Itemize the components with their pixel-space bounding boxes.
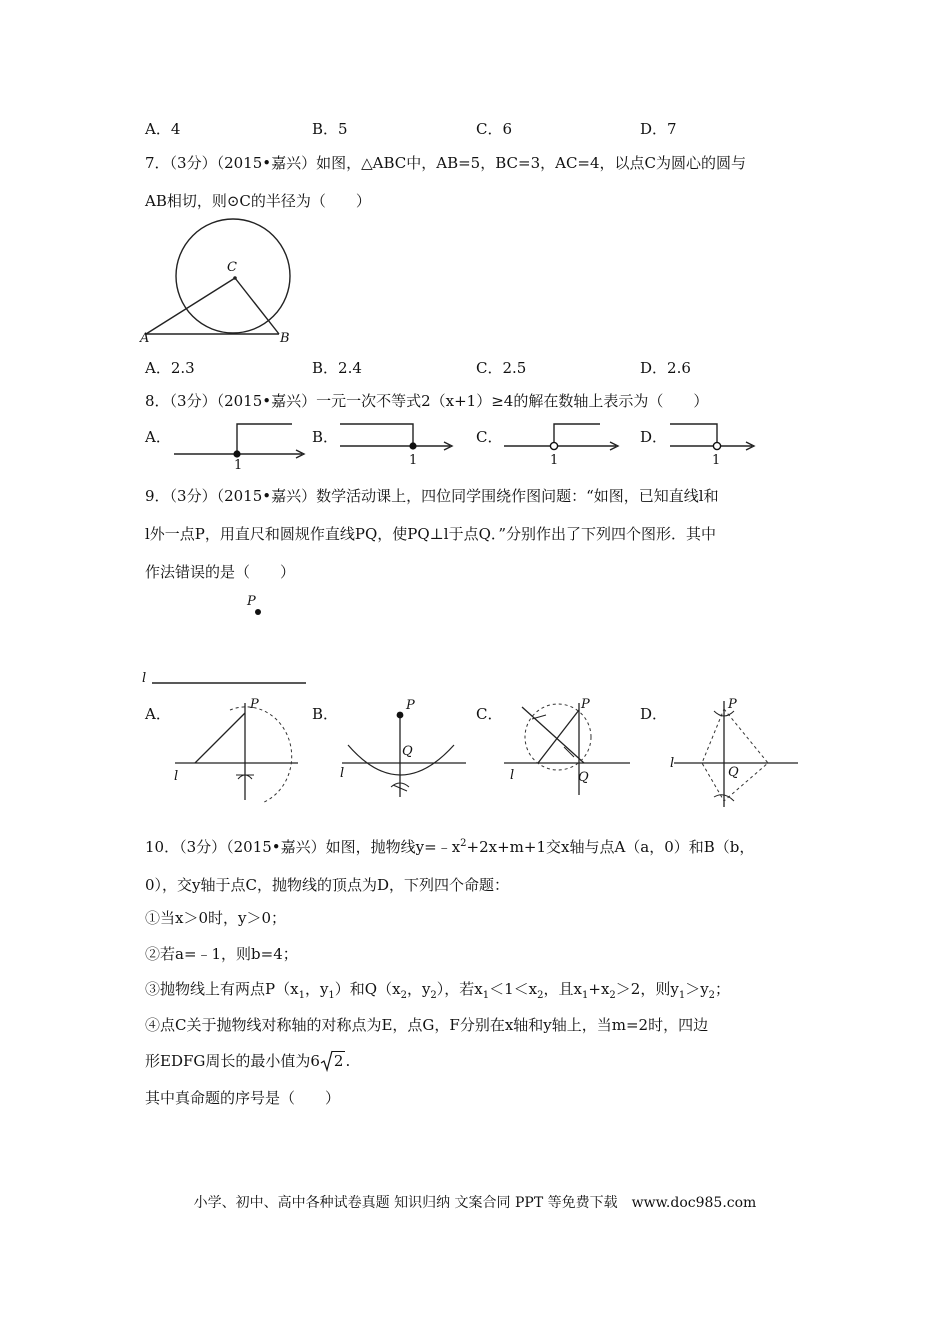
q10-s4-line2-a: 形EDFG周长的最小值为6 bbox=[145, 1052, 320, 1070]
q10-s3-t10: ＞y bbox=[685, 980, 709, 998]
q7-figure bbox=[140, 218, 310, 348]
q10-s3-sub7: 1 bbox=[582, 990, 589, 1001]
q10-s3-sub3: 2 bbox=[400, 990, 407, 1001]
q10-s4-radicand: 2 bbox=[333, 1052, 344, 1070]
q7-label-b: B bbox=[280, 331, 290, 346]
q9-option-d-letter: D． bbox=[640, 705, 668, 723]
q9-b-label-q: Q bbox=[402, 744, 413, 759]
q9-given-label-l: l bbox=[142, 671, 147, 686]
q10-statement-4-line1: ④点C关于抛物线对称轴的对称点为E，点G，F分别在x轴和y轴上，当m=2时，四边 bbox=[145, 1016, 709, 1034]
q9-c-label-p: P bbox=[581, 697, 590, 712]
q8-a-tick-label: 1 bbox=[234, 458, 243, 473]
radical-sign-icon bbox=[320, 1050, 333, 1072]
q7-text-line1: 7．（3分）（2015•嘉兴）如图，△ABC中，AB=5，BC=3，AC=4，以点C为圆心的圆与 bbox=[145, 154, 747, 172]
q8-option-b-letter: B． bbox=[312, 428, 339, 446]
q10-s3-sub2: 1 bbox=[328, 990, 335, 1001]
q9-figure-b bbox=[338, 695, 473, 805]
q8-b-tick-label: 1 bbox=[409, 453, 418, 468]
q10-s3-sub9: 1 bbox=[678, 990, 686, 1001]
q9-d-label-l: l bbox=[670, 756, 675, 771]
q9-d-label-p: P bbox=[728, 697, 737, 712]
q10-s3-t5: ），若x bbox=[436, 980, 483, 998]
q8-option-a-letter: A． bbox=[145, 428, 171, 446]
q10-s3-t3: ）和Q（x bbox=[334, 980, 401, 998]
q10-s3-t7: ，且x bbox=[543, 980, 582, 998]
q10-s3-t2: ，y bbox=[304, 980, 329, 998]
q7-option-d: D．2.6 bbox=[640, 359, 691, 377]
q7-text-line2: AB相切，则⊙C的半径为（ ） bbox=[145, 192, 371, 210]
q7-option-b: B．2.4 bbox=[312, 359, 362, 377]
q9-d-label-q: Q bbox=[728, 765, 739, 780]
q9-text-line2: l外一点P，用直尺和圆规作直线PQ，使PQ⊥l于点Q．”分别作出了下列四个图形．其中 bbox=[145, 525, 717, 543]
q9-option-c-letter: C． bbox=[476, 705, 503, 723]
q10-s3-sub10: 2 bbox=[708, 990, 716, 1001]
q10-s4-radical bbox=[320, 1052, 346, 1070]
q6-option-c: C．6 bbox=[476, 120, 513, 138]
q8-option-c-letter: C． bbox=[476, 428, 503, 446]
q10-statement-2: ②若a=﹣1，则b=4； bbox=[145, 945, 298, 963]
q8-d-tick-label: 1 bbox=[712, 453, 721, 468]
q8-numberline-b bbox=[340, 420, 476, 470]
q9-given-figure bbox=[140, 590, 315, 690]
q7-label-c: C bbox=[227, 260, 237, 275]
q10-s4-line2-b: . bbox=[345, 1052, 351, 1070]
q10-s3-sub8: 2 bbox=[609, 990, 616, 1001]
q9-figure-c bbox=[502, 695, 637, 805]
q10-text-line2: 0），交y轴于点C，抛物线的顶点为D，下列四个命题： bbox=[145, 876, 510, 894]
q10-s3-sub1: 1 bbox=[298, 990, 305, 1001]
q10-s3-t1: ③抛物线上有两点P（x bbox=[145, 980, 299, 998]
q9-a-label-l: l bbox=[174, 769, 179, 784]
q10-s3-sub4: 2 bbox=[430, 990, 437, 1001]
q6-option-a: A．4 bbox=[145, 120, 181, 138]
q9-c-label-q: Q bbox=[578, 770, 589, 785]
q9-figure-a bbox=[170, 695, 305, 805]
page-footer: 小学、初中、高中各种试卷真题 知识归纳 文案合同 PPT 等免费下载 www.doc985.com bbox=[193, 1195, 757, 1211]
q10-s3-t11: ； bbox=[715, 980, 731, 998]
q7-option-c: C．2.5 bbox=[476, 359, 527, 377]
q10-s3-sub6: 2 bbox=[537, 990, 544, 1001]
q7-label-a: A bbox=[140, 331, 150, 346]
q9-a-label-p: P bbox=[250, 697, 259, 712]
q9-given-label-p: P bbox=[247, 594, 256, 609]
q7-option-a: A．2.3 bbox=[145, 359, 195, 377]
q10-line1-part-a: 10．（3分）（2015•嘉兴）如图，抛物线y=﹣x bbox=[145, 838, 461, 856]
q9-c-label-l: l bbox=[510, 768, 515, 783]
q9-text-line3: 作法错误的是（ ） bbox=[145, 563, 296, 581]
q9-b-label-l: l bbox=[340, 766, 345, 781]
q10-s3-t9: ＞2，则y bbox=[615, 980, 679, 998]
q8-numberline-a bbox=[174, 420, 310, 473]
q10-question: 其中真命题的序号是（ ） bbox=[145, 1089, 341, 1107]
q10-line1-sup: 2 bbox=[460, 838, 467, 849]
q9-option-a-letter: A． bbox=[145, 705, 171, 723]
q8-numberline-d bbox=[670, 420, 806, 470]
q6-option-d: D．7 bbox=[640, 120, 677, 138]
q10-statement-1: ①当x＞0时，y＞0； bbox=[145, 909, 287, 927]
q10-statement-4-line2 bbox=[145, 1050, 350, 1071]
q10-s3-t4: ，y bbox=[406, 980, 431, 998]
q8-text-line1: 8．（3分）（2015•嘉兴）一元一次不等式2（x+1）≥4的解在数轴上表示为（ ） bbox=[145, 392, 709, 410]
q9-b-label-p: P bbox=[406, 698, 415, 713]
q8-option-d-letter: D． bbox=[640, 428, 668, 446]
q10-s3-t6: ＜1＜x bbox=[489, 980, 538, 998]
q10-statement-3 bbox=[145, 978, 730, 1001]
q6-option-b: B．5 bbox=[312, 120, 348, 138]
q9-text-line1: 9．（3分）（2015•嘉兴）数学活动课上，四位同学围绕作图问题：“如图，已知直线l和 bbox=[145, 487, 719, 505]
q9-option-b-letter: B． bbox=[312, 705, 339, 723]
q10-s3-t8: +x bbox=[588, 980, 610, 998]
q10-text-line1 bbox=[145, 836, 754, 857]
q9-figure-d bbox=[666, 695, 806, 810]
q10-line1-part-b: +2x+m+1交x轴与点A（a，0）和B（b， bbox=[466, 838, 755, 856]
q10-s3-sub5: 1 bbox=[482, 990, 490, 1001]
q8-c-tick-label: 1 bbox=[550, 453, 559, 468]
q8-numberline-c bbox=[504, 420, 640, 470]
